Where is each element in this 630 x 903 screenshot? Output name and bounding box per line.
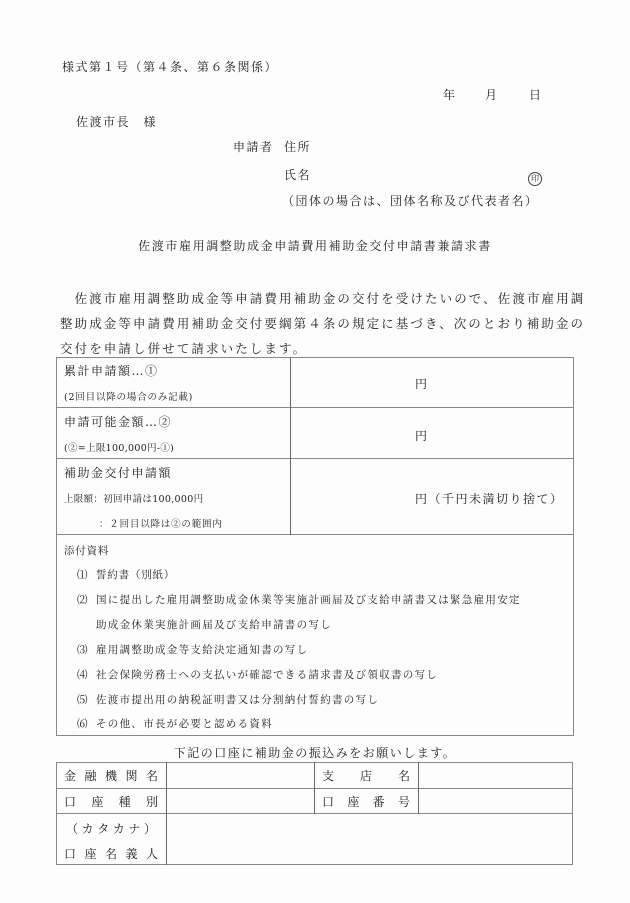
label-char: 口 [64, 795, 77, 809]
attachment-text: 佐渡市提出用の納税証明書又は分割納付誓約書の写し [96, 694, 380, 706]
column-divider [314, 762, 315, 814]
label-char: 機 [104, 769, 117, 783]
transfer-request: 下記の口座に補助金の振込みをお願いします。 [173, 746, 457, 760]
label-char: 支 [322, 769, 335, 783]
label-char: タ [97, 822, 110, 836]
attachment-text: その他、市長が必要と認める資料 [96, 718, 273, 730]
label-char: 名 [145, 769, 158, 783]
attachment-number: ⑴ [77, 569, 89, 581]
attachment-text: 誓約書（別紙） [96, 569, 176, 581]
available-amount-note: (②=上限100,000円-①) [64, 443, 175, 454]
row-divider [56, 407, 574, 408]
cumulative-amount-value[interactable]: 円 [415, 377, 429, 391]
name-label: 氏名 [284, 168, 312, 182]
label-char: 金 [64, 769, 77, 783]
group-note: （団体の場合は、団体名称及び代表者名） [282, 194, 539, 208]
body-line-2: 整助成金等申請費用補助金交付要綱第４条の規定に基づき、次のとおり補助金の [60, 316, 586, 331]
cumulative-amount-note: (2回目以降の場合のみ記載) [64, 392, 194, 403]
attachment-text: 国に提出した雇用調整助成金休業等実施計画届及び支給申請書又は緊急雇用安定 [96, 594, 521, 606]
attachment-text: 雇用調整助成金等支給決定通知書の写し [96, 644, 309, 656]
label-char: 人 [145, 847, 158, 861]
account-holder-field[interactable] [168, 815, 571, 863]
label-char: 口 [322, 795, 335, 809]
account-number-field[interactable] [420, 790, 571, 812]
requested-amount-note: 上限額：初回申請は100,000円 [64, 494, 204, 505]
row-divider [56, 534, 574, 535]
attachments-heading: 添付資料 [64, 545, 110, 557]
addressee: 佐渡市長 様 [76, 115, 158, 129]
available-amount-label: 申請可能金額…② [64, 415, 173, 429]
cumulative-amount-label: 累計申請額…① [64, 364, 159, 378]
label-char: 店 [359, 769, 372, 783]
attachment-number: ⑹ [77, 718, 89, 730]
attachment-number: ⑷ [77, 669, 89, 681]
label-char: 座 [84, 847, 97, 861]
available-amount-value[interactable]: 円 [415, 429, 429, 443]
label-char: 座 [347, 795, 360, 809]
attachment-number: ⑵ [77, 594, 89, 606]
bank-name-label [64, 767, 158, 784]
attachment-number: ⑸ [77, 694, 89, 706]
attachment-text: 社会保険労務士への支払いが確認できる請求書及び領収書の写し [96, 669, 439, 681]
requested-amount-value[interactable]: 円（千円未満切り捨て） [415, 492, 564, 506]
label-char: カ [112, 822, 125, 836]
row-divider [56, 458, 574, 459]
column-divider [290, 357, 291, 535]
seal-mark: 印 [528, 172, 542, 186]
label-char: 種 [118, 795, 131, 809]
account-type-field[interactable] [168, 790, 313, 812]
label-char: ナ [128, 822, 141, 836]
applicant-label: 申請者 [233, 140, 274, 154]
label-char: カ [81, 822, 94, 836]
address-label: 住所 [284, 140, 312, 154]
label-char: 名 [397, 769, 410, 783]
account-holder-label [64, 845, 158, 862]
column-divider [418, 762, 419, 814]
account-number-label [322, 793, 410, 810]
label-char: 名 [104, 847, 117, 861]
attachment-text-continued: 助成金休業実施計画届及び支給申請書の写し [96, 619, 332, 631]
date-day: 日 [529, 88, 543, 102]
label-char: 座 [91, 795, 104, 809]
katakana-label [66, 820, 156, 837]
requested-amount-label: 補助金交付申請額 [64, 466, 173, 480]
bank-name-field[interactable] [168, 764, 313, 787]
requested-amount-note-2: ：２回目以降は②の範囲内 [99, 519, 223, 530]
branch-field[interactable] [420, 764, 571, 787]
label-char: 号 [397, 795, 410, 809]
account-type-label [64, 793, 158, 810]
body-line-3: 交付を申請し併せて請求いたします。 [60, 341, 308, 356]
column-divider [166, 762, 167, 865]
attachment-number: ⑶ [77, 644, 89, 656]
label-char: 融 [84, 769, 97, 783]
body-line-1: 佐渡市雇用調整助成金等申請費用補助金の交付を受けたいので、佐渡市雇用調 [60, 291, 586, 306]
label-char: 関 [125, 769, 138, 783]
label-char: 口 [64, 847, 77, 861]
label-char: 義 [125, 847, 138, 861]
label-char: 番 [372, 795, 385, 809]
label-char: 別 [145, 795, 158, 809]
document-title: 佐渡市雇用調整助成金申請費用補助金交付申請書兼請求書 [138, 239, 492, 253]
date-month: 月 [485, 88, 499, 102]
date-year: 年 [443, 88, 457, 102]
label-char: ） [143, 822, 156, 836]
label-char: （ [66, 822, 79, 836]
form-number: 様式第１号（第４条、第６条関係） [62, 60, 279, 74]
branch-label [322, 767, 410, 784]
